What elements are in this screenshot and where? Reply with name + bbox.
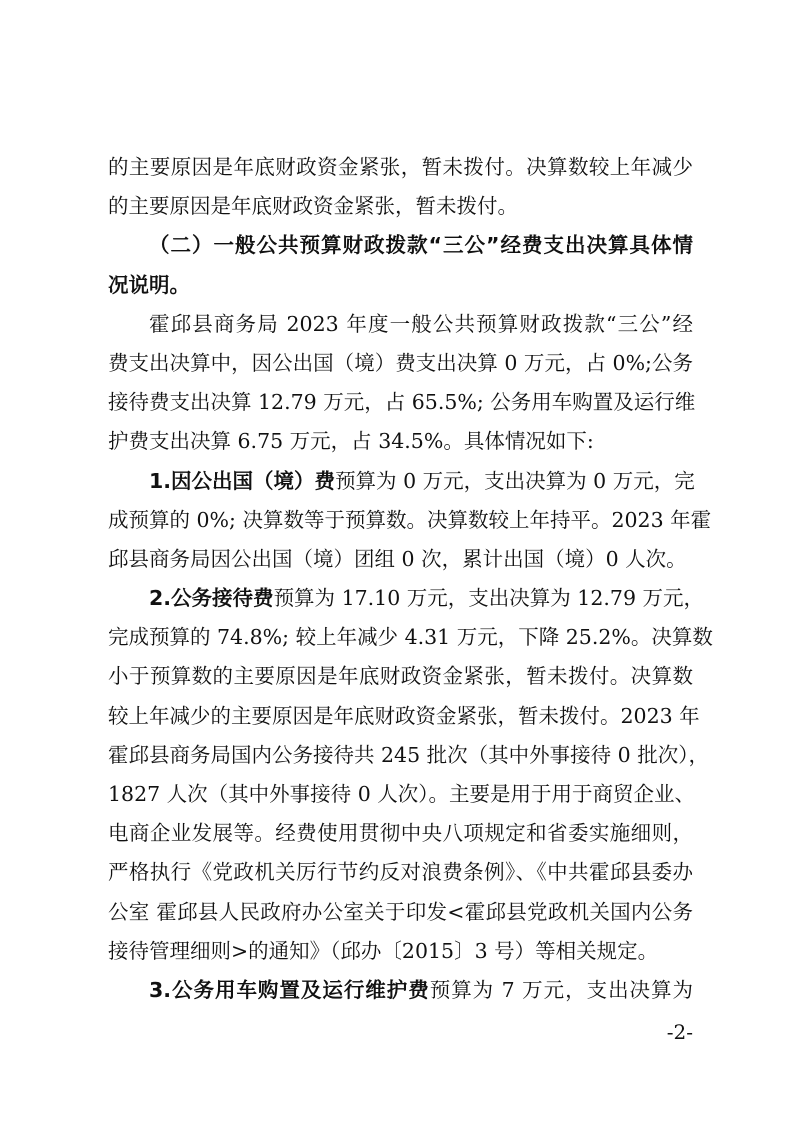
paragraph-line: 1827 人次（其中外事接待 0 人次）。主要是用于用于商贸企业、 [108, 782, 696, 806]
paragraph-line: 小于预算数的主要原因是年底财政资金紧张，暂未拨付。决算数 [108, 664, 693, 689]
paragraph-line: 较上年减少的主要原因是年底财政资金紧张，暂未拨付。2023 年 [108, 703, 700, 728]
paragraph-line: 接待费支出决算 12.79 万元，占 65.5%; 公务用车购置及运行维 [108, 390, 696, 415]
section-heading: （二）一般公共预算财政拨款“三公”经费支出决算具体情 [149, 233, 693, 258]
paragraph-line: 护费支出决算 6.75 万元，占 34.5%。具体情况如下: [108, 429, 594, 454]
paragraph-line: 霍邱县商务局国内公务接待共 245 批次（其中外事接待 0 批次）， [108, 742, 709, 767]
item-title: 3.公务用车购置及运行维护费 [149, 977, 430, 1002]
paragraph-line: 费支出决算中，因公出国（境）费支出决算 0 万元，占 0%;公务 [108, 350, 693, 375]
paragraph-line: 接待管理细则>的通知》（邱办〔2015〕3 号）等相关规定。 [108, 938, 659, 963]
paragraph-line [108, 462, 693, 501]
item-title: 2.公务接待费 [149, 586, 274, 611]
paragraph-line: 公室 霍邱县人民政府办公室关于印发<霍邱县党政机关国内公务 [108, 899, 693, 924]
item-text: 预算为 17.10 万元，支出决算为 12.79 万元， [273, 586, 705, 611]
document-body [108, 148, 713, 1010]
paragraph-line: 邱县商务局因公出国（境）团组 0 次，累计出国（境）0 人次。 [108, 546, 687, 571]
paragraph-line: 电商企业发展等。经费使用贯彻中央八项规定和省委实施细则， [108, 821, 693, 846]
paragraph-line [108, 971, 693, 1010]
item-text: 预算为 0 万元，支出决算为 0 万元，完 [335, 468, 695, 493]
paragraph-line [108, 579, 705, 618]
paragraph-line: 严格执行《党政机关厉行节约反对浪费条例》、《中共霍邱县委办 [108, 860, 693, 885]
paragraph-line: 的主要原因是年底财政资金紧张，暂未拨付。 [108, 194, 518, 219]
paragraph-line: 霍邱县商务局 2023 年度一般公共预算财政拨款“三公”经 [149, 311, 693, 336]
paragraph-line: 成预算的 0%; 决算数等于预算数。决算数较上年持平。2023 年霍 [108, 507, 712, 532]
page-number: -2- [666, 1020, 693, 1044]
item-text: 预算为 7 万元，支出决算为 [429, 977, 693, 1002]
section-heading: 况说明。 [108, 272, 190, 297]
item-title: 1.因公出国（境）费 [149, 468, 336, 493]
paragraph-line: 的主要原因是年底财政资金紧张，暂未拨付。决算数较上年减少 [108, 155, 693, 179]
paragraph-line: 完成预算的 74.8%; 较上年减少 4.31 万元，下降 25.2%。决算数 [108, 625, 713, 650]
